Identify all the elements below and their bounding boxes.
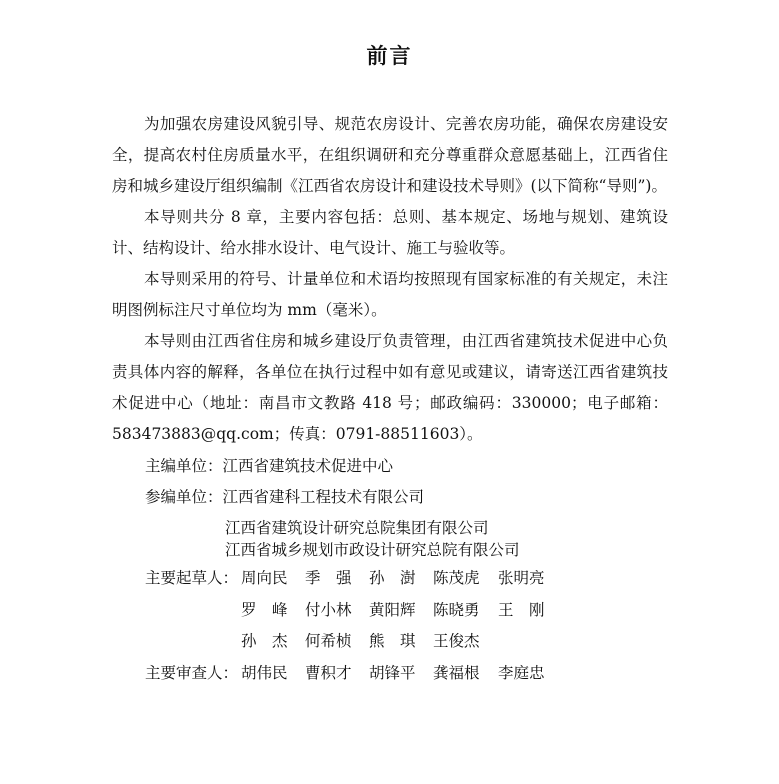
drafter-name: 陈晓勇	[433, 601, 480, 619]
paragraph-contents: 本导则共分 8 章，主要内容包括：总则、基本规定、场地与规划、建筑设计、结构设计、给水排水设计、电气设计、施工与验收等。	[112, 208, 668, 257]
co-editor-value: 江西省城乡规划市政设计研究总院有限公司	[225, 541, 520, 559]
reviewer-name: 胡伟民	[241, 664, 288, 682]
paragraph-management: 本导则由江西省住房和城乡建设厅负责管理，由江西省建筑技术促进中心负责具体内容的解释，各单位在执行过程中如有意见或建议，请寄送江西省建筑技术促进中心（地址：南昌市文教路 418 号；邮政编码：330000；电子邮箱：583473883@qq.com；传真：0791-88511603）。	[112, 332, 668, 443]
drafter-name: 王 刚	[498, 601, 545, 619]
drafters-row	[145, 563, 565, 594]
drafter-name: 孙 澍	[369, 569, 416, 587]
drafter-name: 孙 杰	[241, 632, 288, 650]
drafter-name: 周向民	[241, 569, 288, 587]
drafter-name: 陈茂虎	[433, 569, 480, 587]
chief-editor-value: 江西省建筑技术促进中心	[222, 457, 394, 475]
drafter-name: 熊 琪	[369, 632, 416, 650]
chief-editor-label: 主编单位：	[145, 457, 223, 475]
paragraph-purpose: 为加强农房建设风貌引导、规范农房设计、完善农房功能，确保农房建设安全，提高农村住房质量水平，在组织调研和充分尊重群众意愿基础上，江西省住房和城乡建设厅组织编制《江西省农房设计和建设技术导则》(以下简称“导则”)。	[112, 115, 668, 195]
drafter-name: 季 强	[305, 569, 352, 587]
reviewers-label: 主要审查人：	[145, 664, 239, 682]
page-title: 前言	[366, 44, 413, 68]
co-editor-value: 江西省建筑设计研究总院集团有限公司	[225, 519, 489, 537]
reviewers-row	[145, 658, 565, 689]
reviewer-name: 曹积才	[305, 664, 352, 682]
co-editor-value: 江西省建科工程技术有限公司	[222, 488, 425, 506]
drafters-row	[145, 626, 565, 657]
drafter-name: 王俊杰	[433, 632, 480, 650]
paragraph-units: 本导则采用的符号、计量单位和术语均按照现有国家标准的有关规定，未注明图例标注尺寸单位均为 mm（毫米）。	[112, 270, 668, 319]
drafters-row	[145, 595, 565, 626]
reviewer-name: 李庭忠	[498, 664, 545, 682]
drafters-label: 主要起草人：	[145, 569, 239, 587]
reviewer-name: 胡锋平	[369, 664, 416, 682]
drafter-name: 张明亮	[498, 569, 545, 587]
co-editor-row	[225, 535, 520, 566]
drafter-name: 何希桢	[305, 632, 352, 650]
co-editor-row	[145, 482, 424, 513]
co-editor-label: 参编单位：	[145, 488, 223, 506]
reviewer-name: 龚福根	[433, 664, 480, 682]
preface-body	[112, 109, 668, 450]
drafter-name: 付小林	[305, 601, 352, 619]
chief-editor-row	[145, 451, 393, 482]
drafter-name: 黄阳辉	[369, 601, 416, 619]
drafter-name: 罗 峰	[241, 601, 288, 619]
